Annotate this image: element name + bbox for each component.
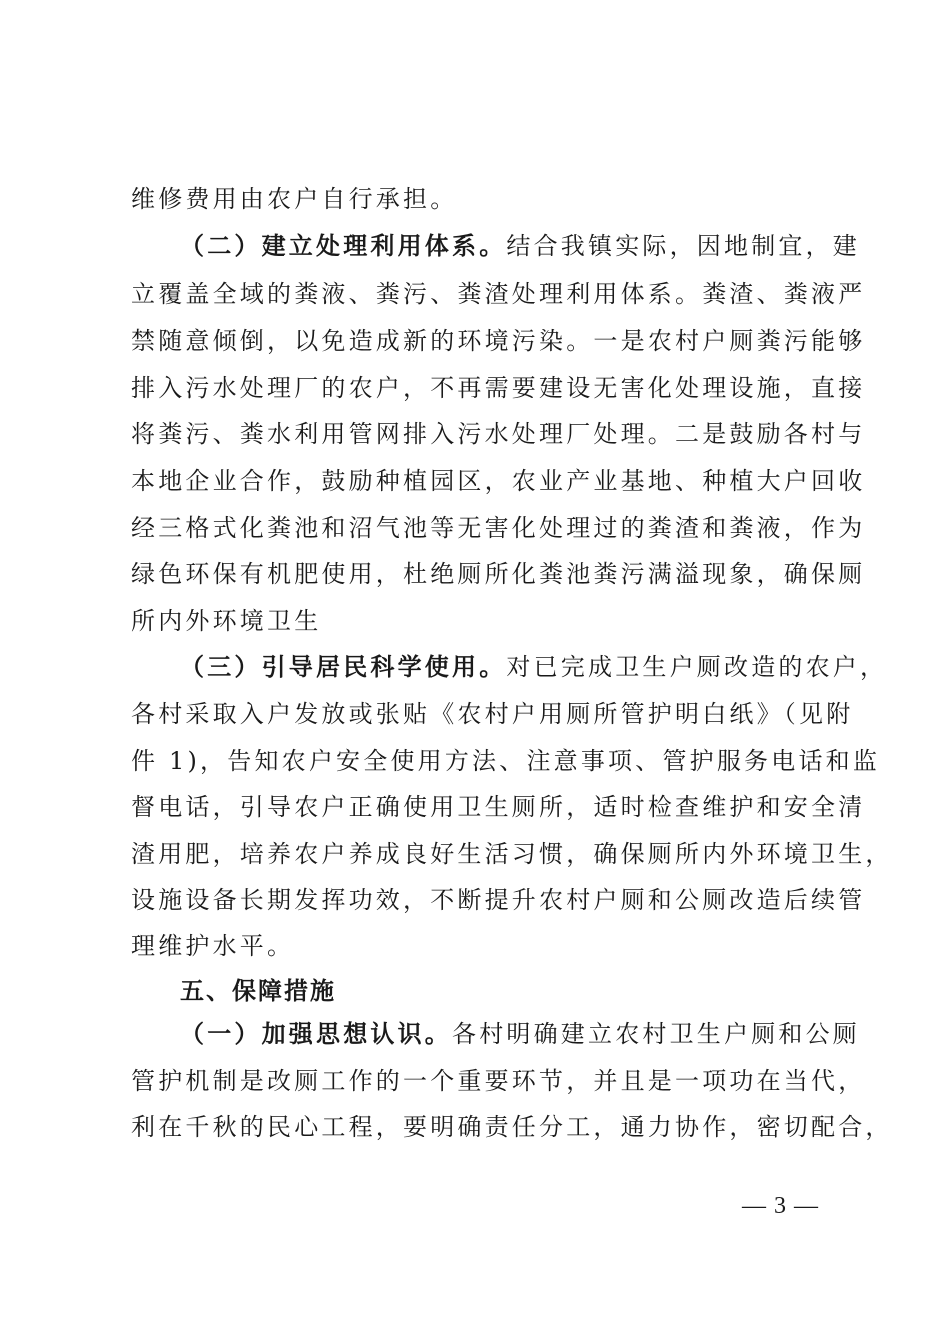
line-text: 设施设备长期发挥功效，不断提升农村户厕和公厕改造后续管 <box>131 886 866 914</box>
line-text: 经三格式化粪池和沼气池等无害化处理过的粪渣和粪液，作为 <box>131 514 866 542</box>
line-text: 各村采取入户发放或张贴《农村户用厕所管护明白纸》（见附 <box>131 700 854 728</box>
paragraph-line <box>131 465 866 497</box>
paragraph-line <box>131 278 866 310</box>
paragraph-line <box>131 372 866 404</box>
paragraph-line <box>131 1065 866 1097</box>
line-text: 渣用肥，培养农户养成良好生活习惯，确保厕所内外环境卫生， <box>131 840 893 868</box>
paragraph-line <box>131 325 866 357</box>
paragraph-line <box>131 838 893 870</box>
line-text: 排入污水处理厂的农户，不再需要建设无害化处理设施，直接 <box>131 374 866 402</box>
line-text: 本地企业合作，鼓励种植园区，农业产业基地、种植大户回收 <box>131 467 866 495</box>
line-text: 管护机制是改厕工作的一个重要环节，并且是一项功在当代， <box>131 1067 866 1095</box>
line-text: 结合我镇实际，因地制宜，建 <box>506 232 861 260</box>
page-number: — 3 — <box>742 1193 819 1219</box>
line-text: 所内外环境卫生 <box>131 607 322 635</box>
line-text: 立覆盖全域的粪液、粪污、粪渣处理利用体系。粪渣、粪液严 <box>131 280 866 308</box>
paragraph-line <box>131 605 831 637</box>
paragraph-line <box>131 558 866 590</box>
line-text: 将粪污、粪水利用管网排入污水处理厂处理。二是鼓励各村与 <box>131 420 866 448</box>
paragraph-line <box>131 512 866 544</box>
section-heading-line <box>180 1018 860 1050</box>
line-text: 绿色环保有机肥使用，杜绝厕所化粪池粪污满溢现象，确保厕 <box>131 560 866 588</box>
line-text: 禁随意倾倒，以免造成新的环境污染。一是农村户厕粪污能够 <box>131 327 866 355</box>
line-text: 件 1)，告知农户安全使用方法、注意事项、管护服务电话和监 <box>131 747 881 775</box>
paragraph-line <box>131 745 881 777</box>
paragraph-line <box>131 884 866 916</box>
line-text: 利在千秋的民心工程，要明确责任分工，通力协作，密切配合， <box>131 1113 893 1141</box>
line-text: 各村明确建立农村卫生户厕和公厕 <box>452 1020 860 1048</box>
paragraph-line <box>131 698 854 730</box>
paragraph-line <box>131 418 866 450</box>
line-text: 维修费用由农户自行承担。 <box>131 185 458 213</box>
paragraph-line <box>131 791 866 823</box>
paragraph-line <box>131 930 831 962</box>
subsection-title: （二）建立处理利用体系。 <box>180 231 507 260</box>
line-text: 对已完成卫生户厕改造的农户， <box>506 653 888 681</box>
section-heading-line <box>180 651 888 683</box>
line-text: 督电话，引导农户正确使用卫生厕所，适时检查维护和安全清 <box>131 793 866 821</box>
section-heading <box>180 975 831 1007</box>
subsection-title: （一）加强思想认识。 <box>180 1019 452 1048</box>
paragraph-line <box>131 1111 893 1143</box>
line-text: 理维护水平。 <box>131 932 295 960</box>
paragraph-line <box>131 183 831 215</box>
section-title: 五、保障措施 <box>180 976 336 1005</box>
subsection-title: （三）引导居民科学使用。 <box>180 652 507 681</box>
section-heading-line <box>180 230 861 262</box>
